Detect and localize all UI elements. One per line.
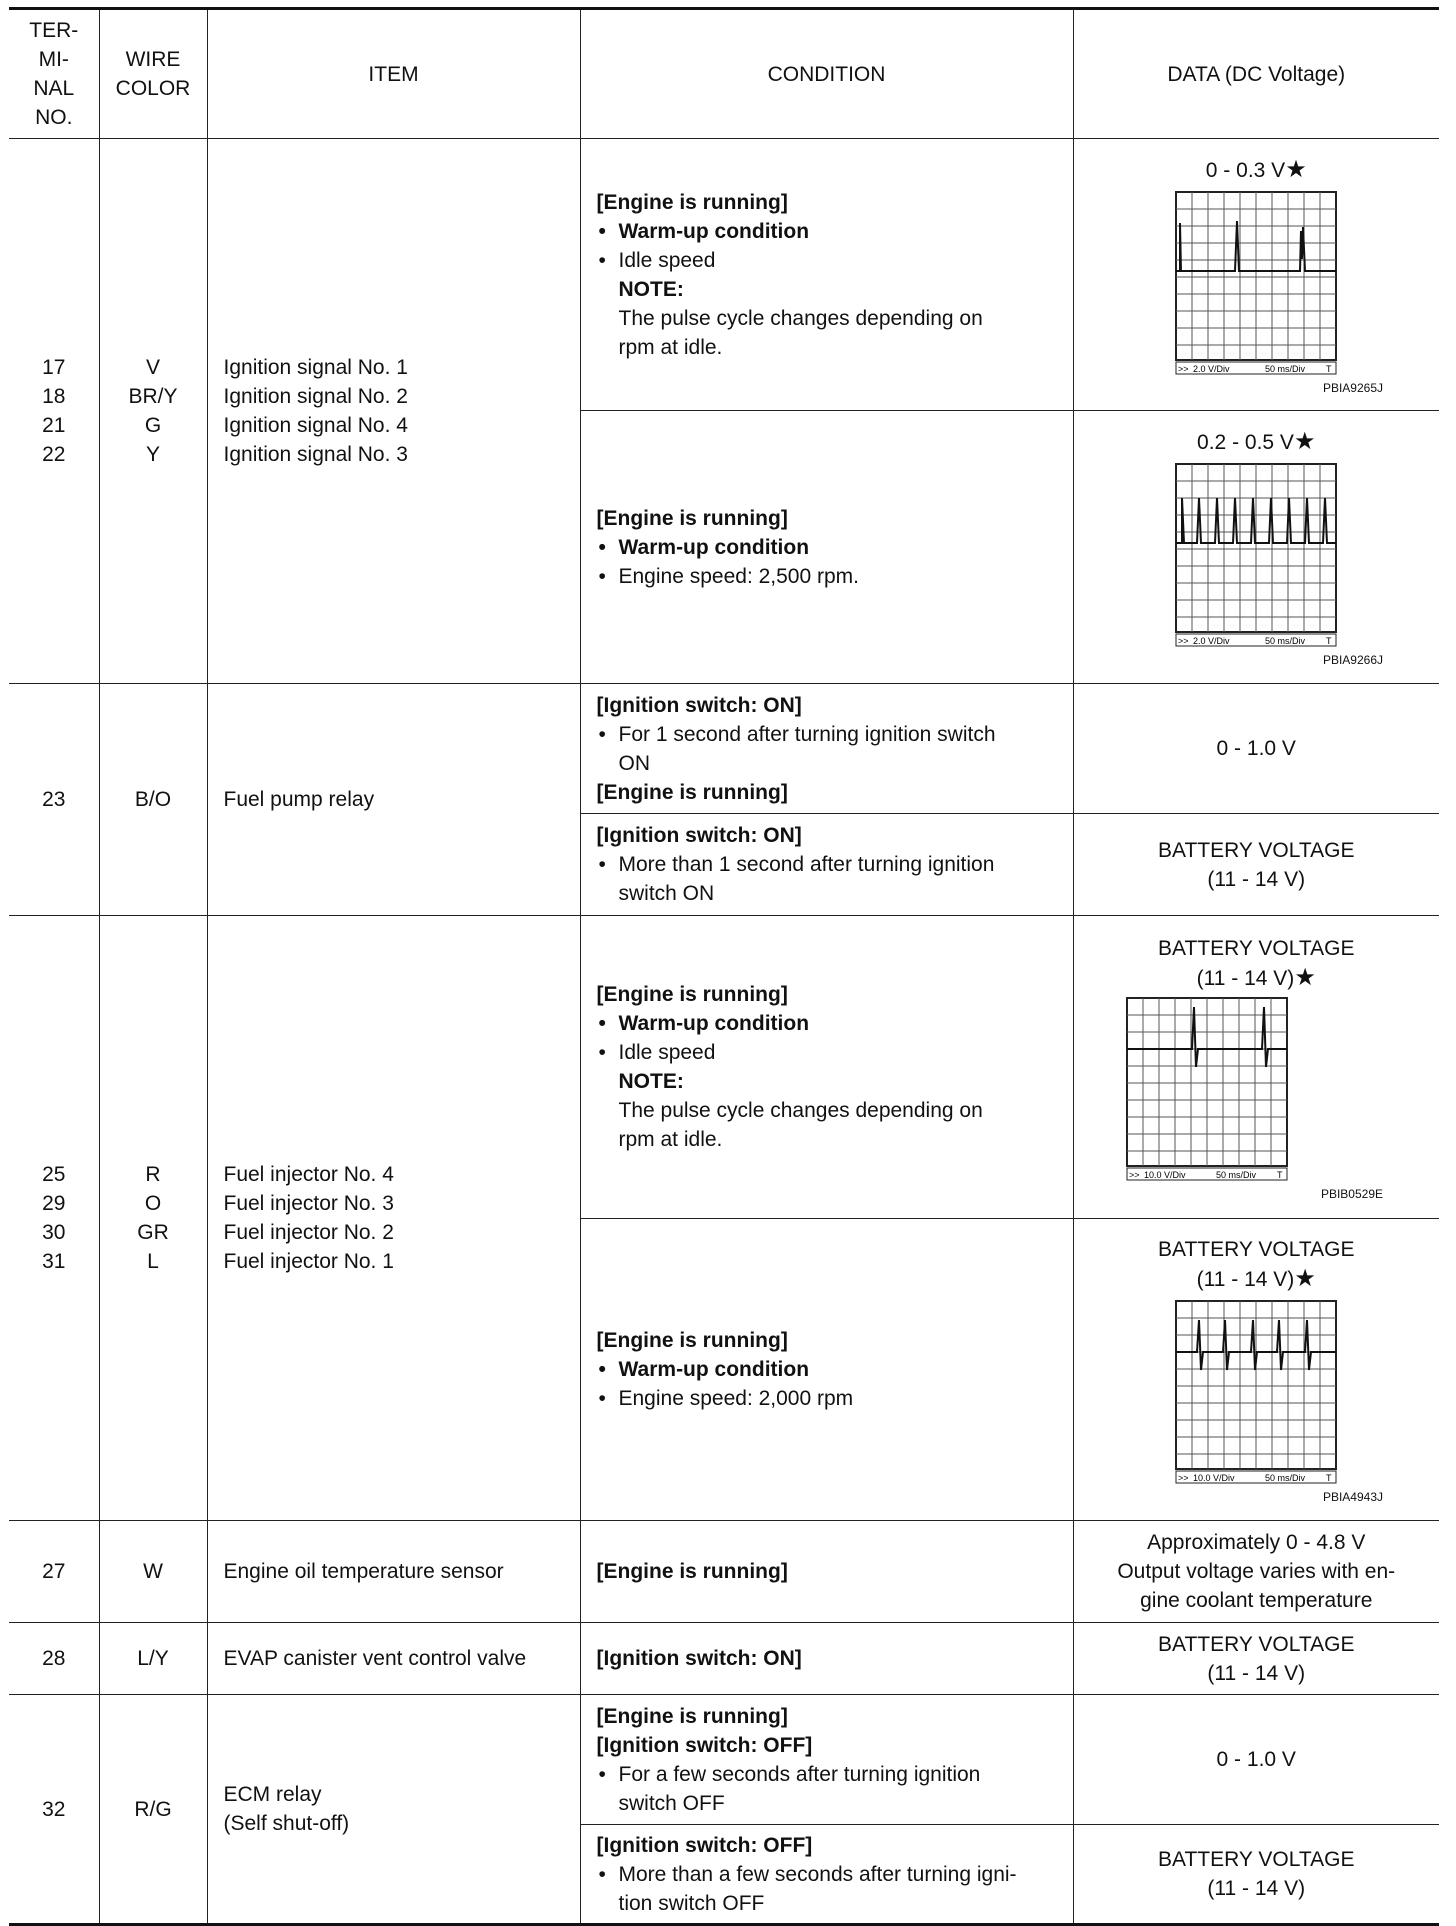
condition-cell: [Engine is running] • Warm-up condition • Idle speed NOTE: The pulse cycle changes depending on rpm at idle. — [580, 139, 1073, 411]
table-row — [9, 1623, 1439, 1695]
data-cell: 0 - 1.0 V — [1073, 1695, 1439, 1825]
svg-text:50 ms/Div: 50 ms/Div — [1265, 636, 1306, 646]
terminal-spec-table — [9, 7, 1439, 1926]
star-icon: ★ — [1285, 155, 1307, 183]
condition-cell: [Engine is running] • Warm-up condition • Idle speed NOTE: The pulse cycle changes depending on rpm at idle. — [580, 916, 1073, 1219]
svg-text:2.0 V/Div: 2.0 V/Div — [1193, 636, 1230, 646]
oscilloscope-waveform — [1175, 191, 1337, 375]
terminal-cell: 27 — [9, 1521, 99, 1623]
data-cell — [1073, 139, 1439, 411]
condition-cell: [Ignition switch: ON] • More than 1 second after turning ignition switch ON — [580, 814, 1073, 916]
svg-text:T: T — [1326, 636, 1332, 646]
svg-text:>>: >> — [1178, 636, 1189, 646]
svg-text:10.0 V/Div: 10.0 V/Div — [1193, 1473, 1235, 1483]
header-condition: CONDITION — [580, 9, 1073, 139]
header-terminal-no: TER- MI- NAL NO. — [9, 9, 99, 139]
table-row — [9, 916, 1439, 1219]
data-cell: BATTERY VOLTAGE (11 - 14 V)★ >> 10.0 V/Div 50 ms/Div T PBIA4943J — [1073, 1219, 1439, 1521]
condition-cell: [Engine is running] • Warm-up condition • Engine speed: 2,000 rpm — [580, 1219, 1073, 1521]
terminal-cell: 32 — [9, 1695, 99, 1925]
data-cell: BATTERY VOLTAGE (11 - 14 V) — [1073, 1623, 1439, 1695]
data-cell: BATTERY VOLTAGE (11 - 14 V) — [1073, 814, 1439, 916]
condition-cell: [Ignition switch: ON] • For 1 second after turning ignition switch ON [Engine is running] — [580, 684, 1073, 814]
table-row — [9, 139, 1439, 411]
svg-text:50 ms/Div: 50 ms/Div — [1215, 1169, 1256, 1180]
terminal-cell: 28 — [9, 1623, 99, 1695]
table-row — [9, 1695, 1439, 1825]
svg-text:T: T — [1326, 363, 1332, 374]
oscilloscope-waveform — [1175, 1300, 1337, 1484]
condition-cell: [Ignition switch: OFF] • More than a few seconds after turning igni- tion switch OFF — [580, 1825, 1073, 1925]
data-value: 0 - 0.3 V★ — [1205, 155, 1307, 183]
wire-color-cell: L/Y — [99, 1623, 207, 1695]
star-icon: ★ — [1294, 1265, 1316, 1292]
figure-code: PBIA9265J — [1322, 380, 1383, 395]
wire-color-cell: B/O — [99, 684, 207, 916]
svg-text:50 ms/Div: 50 ms/Div — [1265, 363, 1306, 374]
condition-cell: [Ignition switch: ON] — [580, 1623, 1073, 1695]
svg-text:10.0 V/Div: 10.0 V/Div — [1143, 1169, 1186, 1180]
svg-text:T: T — [1326, 1473, 1332, 1483]
wire-color-cell: R O GR L — [99, 916, 207, 1521]
data-value: 0.2 - 0.5 V★ — [1197, 428, 1316, 455]
svg-text:T: T — [1276, 1169, 1282, 1180]
svg-text:>>: >> — [1178, 1473, 1189, 1483]
data-cell: Approximately 0 - 4.8 V Output voltage varies with en- gine coolant temperature — [1073, 1521, 1439, 1623]
data-value: (11 - 14 V)★ — [1196, 1265, 1316, 1292]
item-cell: Fuel pump relay — [207, 684, 580, 916]
figure-code: PBIB0529E — [1320, 1186, 1383, 1201]
wire-color-cell: R/G — [99, 1695, 207, 1925]
table-row — [9, 684, 1439, 814]
wire-color-cell: W — [99, 1521, 207, 1623]
data-value: (11 - 14 V)★ — [1196, 963, 1316, 991]
data-cell — [1073, 411, 1439, 684]
data-cell: BATTERY VOLTAGE (11 - 14 V)★ >> 10.0 V/Div 50 ms/Div T PBIB0529E — [1073, 916, 1439, 1219]
figure-code: PBIA9266J — [1322, 653, 1383, 667]
table-row — [9, 1521, 1439, 1623]
oscilloscope-waveform — [1175, 463, 1337, 647]
svg-text:>>: >> — [1128, 1169, 1140, 1180]
star-icon: ★ — [1294, 963, 1316, 991]
item-cell: EVAP canister vent control valve — [207, 1623, 580, 1695]
header-data: DATA (DC Voltage) — [1073, 9, 1439, 139]
condition-cell: [Engine is running] — [580, 1521, 1073, 1623]
condition-cell: [Engine is running] • Warm-up condition • Engine speed: 2,500 rpm. — [580, 411, 1073, 684]
svg-text:2.0 V/Div: 2.0 V/Div — [1193, 363, 1230, 374]
header-item: ITEM — [207, 9, 580, 139]
figure-code: PBIA4943J — [1322, 1490, 1383, 1504]
terminal-cell: 17 18 21 22 — [9, 139, 99, 684]
table-header-row — [9, 9, 1439, 139]
oscilloscope-waveform — [1126, 997, 1288, 1181]
data-cell: BATTERY VOLTAGE (11 - 14 V) — [1073, 1825, 1439, 1925]
item-cell: ECM relay (Self shut-off) — [207, 1695, 580, 1925]
svg-text:50 ms/Div: 50 ms/Div — [1265, 1473, 1306, 1483]
item-cell: Engine oil temperature sensor — [207, 1521, 580, 1623]
terminal-cell: 23 — [9, 684, 99, 916]
item-cell: Fuel injector No. 4 Fuel injector No. 3 Fuel injector No. 2 Fuel injector No. 1 — [207, 916, 580, 1521]
terminal-cell: 25 29 30 31 — [9, 916, 99, 1521]
condition-cell: [Engine is running] [Ignition switch: OFF] • For a few seconds after turning ignition switch OFF — [580, 1695, 1073, 1825]
data-cell: 0 - 1.0 V — [1073, 684, 1439, 814]
star-icon: ★ — [1293, 428, 1316, 455]
svg-text:>>: >> — [1178, 363, 1189, 374]
wire-color-cell: V BR/Y G Y — [99, 139, 207, 684]
header-wire-color: WIRE COLOR — [99, 9, 207, 139]
item-cell: Ignition signal No. 1 Ignition signal No. 2 Ignition signal No. 4 Ignition signal No. 3 — [207, 139, 580, 684]
